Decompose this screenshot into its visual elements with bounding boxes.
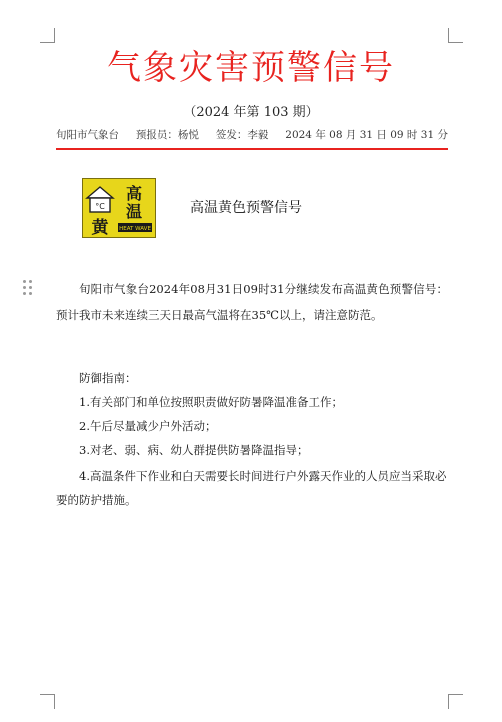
issue-number: （2024 年第 103 期） xyxy=(183,105,319,120)
reporter-name: 预报员：杨悦 xyxy=(135,129,199,141)
signal-name: 高温黄色预警信号 xyxy=(190,200,302,216)
heat-wave-yellow-signal-icon xyxy=(82,178,156,238)
guide-heading: 防御指南： xyxy=(79,371,137,385)
station-name: 旬阳市气象台 xyxy=(56,129,119,141)
signer-name: 签发：李毅 xyxy=(215,129,269,141)
crop-mark-bottom-left xyxy=(40,694,55,709)
issue-datetime: 2024 年 08 月 31 日 09 时 31 分 xyxy=(285,129,448,141)
guide-item-4: 4.高温条件下作业和白天需要长时间进行户外露天作业的人员应当采取必要的防护措施。 xyxy=(56,469,447,507)
icon-char-high: 高 xyxy=(125,184,143,203)
guide-item-2: 2.午后尽量减少户外活动； xyxy=(79,419,217,433)
guide-item-1: 1.有关部门和单位按照职责做好防暑降温准备工作； xyxy=(79,395,343,409)
header-divider xyxy=(56,148,448,150)
announcement-paragraph: 旬阳市气象台2024年08月31日09时31分继续发布高温黄色预警信号：预计我市未来连续三天日最高气温将在35℃以上，请注意防范。 xyxy=(56,282,448,322)
heat-wave-icon-graphic xyxy=(83,179,155,237)
drag-handle-icon[interactable] xyxy=(23,280,33,296)
crop-mark-top-right xyxy=(448,28,463,43)
document-title: 气象灾害预警信号 xyxy=(107,48,395,88)
crop-mark-top-left xyxy=(40,28,55,43)
icon-level-char: 黄 xyxy=(91,218,109,237)
crop-mark-bottom-right xyxy=(448,694,463,709)
issuer-info-row xyxy=(56,128,448,142)
icon-english-label: HEAT WAVE xyxy=(119,226,151,232)
icon-temp-text: °C xyxy=(95,202,105,211)
guide-item-3: 3.对老、弱、病、幼人群提供防暑降温指导； xyxy=(79,443,309,457)
icon-char-temp: 温 xyxy=(125,202,143,221)
